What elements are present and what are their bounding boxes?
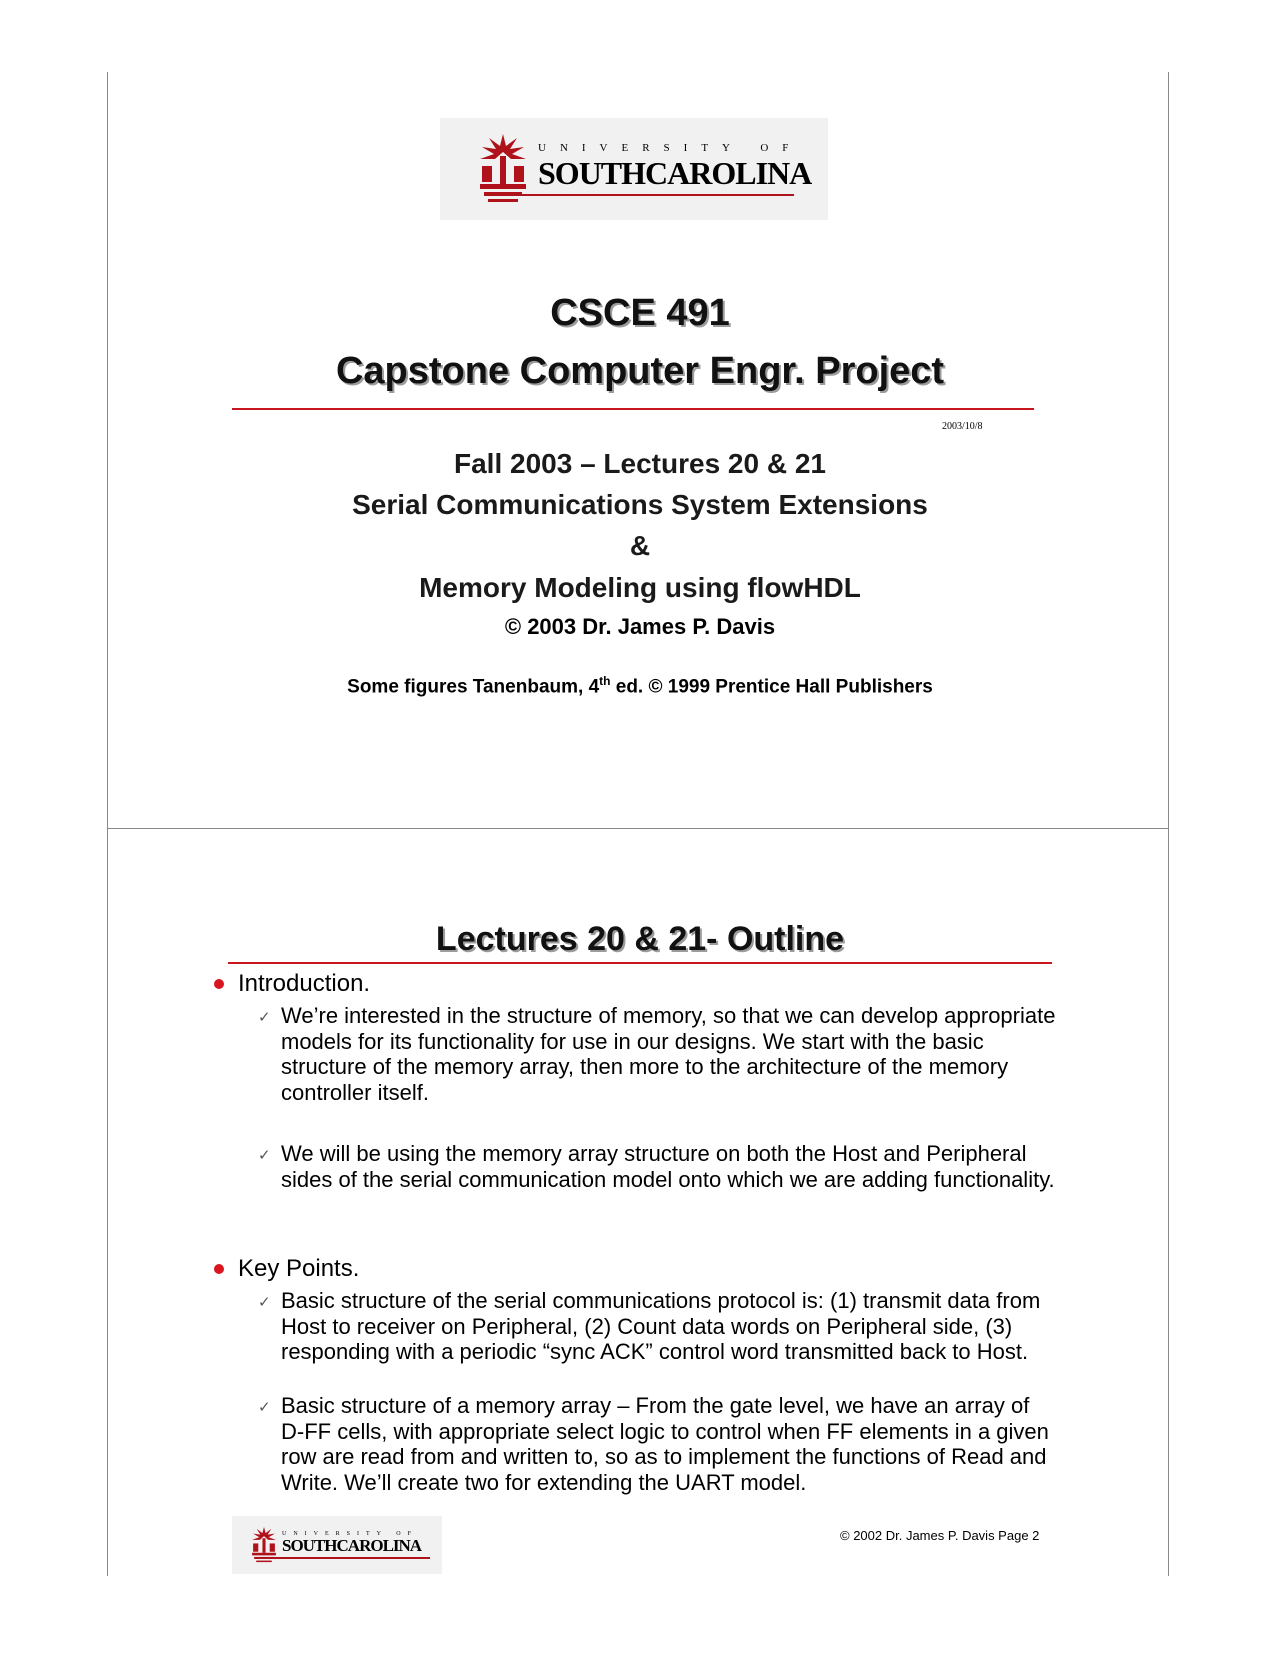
- page-left-border: [107, 72, 108, 1576]
- list-item: [258, 1393, 1058, 1495]
- bullet-label: Introduction.: [238, 970, 371, 997]
- lecture-topic-memory: Memory Modeling using flowHDL: [419, 572, 861, 603]
- course-subtitle: Capstone Computer Engr. Project: [335, 350, 945, 392]
- checkmark-icon: ✓: [258, 1147, 271, 1164]
- figures-credit-sup: th: [599, 674, 611, 688]
- footer-copyright-page: © 2002 Dr. James P. Davis Page 2: [840, 1528, 1040, 1543]
- list-item: [258, 1141, 1058, 1192]
- slide-date: 2003/10/8: [942, 421, 983, 432]
- checkmark-icon: ✓: [258, 1009, 271, 1026]
- list-item-text: We will be using the memory array structure on both the Host and Peripheral sides of the serial communication model onto which we are adding functionality.: [281, 1141, 1055, 1192]
- figures-credit: [140, 674, 1140, 698]
- logo-university-of: UNIVERSITY OF: [282, 1531, 418, 1537]
- bullet-dot-icon: [214, 979, 224, 989]
- bullet-introduction: [214, 970, 370, 998]
- palmetto-seal-icon: [250, 1524, 278, 1566]
- bullet-dot-icon: [214, 1264, 224, 1274]
- lecture-topic-serial: Serial Communications System Extensions: [352, 489, 928, 520]
- logo-south-carolina: SOUTHCAROLINA: [538, 155, 812, 191]
- outline-title: Lectures 20 & 21- Outline: [435, 920, 845, 958]
- list-item-text: Basic structure of a memory array – From the gate level, we have an array of D-FF cells, with appropriate select logic to control when FF elements in a given row are read from and written to, so as to implement the functions of Read and Write. We’ll create two for extending the UART model.: [281, 1393, 1049, 1495]
- figures-credit-post: ed. © 1999 Prentice Hall Publishers: [610, 676, 933, 698]
- usc-logo-footer: [232, 1516, 442, 1574]
- page-right-border: [1168, 72, 1169, 1576]
- list-item-text: Basic structure of the serial communications protocol is: (1) transmit data from Host to receiver on Peripheral, (2) Count data words on Peripheral side, (3) responding with a periodic “sync ACK” control word transmitted back to Host.: [281, 1288, 1041, 1364]
- figures-credit-pre: Some figures Tanenbaum, 4: [347, 676, 600, 698]
- outline-rule: [228, 962, 1052, 964]
- checkmark-icon: ✓: [258, 1399, 271, 1416]
- logo-university-of: UNIVERSITY OF: [538, 142, 803, 154]
- palmetto-seal-icon: [476, 130, 530, 208]
- list-item-text: We’re interested in the structure of memory, so that we can develop appropriate models for its functionality for use in our designs. We start with the basic structure of the memory array, then more to the architecture of the memory controller itself.: [281, 1003, 1056, 1105]
- bullet-key-points: [214, 1255, 359, 1283]
- checkmark-icon: ✓: [258, 1294, 271, 1311]
- usc-logo: [440, 118, 828, 220]
- list-item: [258, 1288, 1058, 1365]
- logo-rule: [260, 1557, 430, 1559]
- bullet-label: Key Points.: [238, 1255, 360, 1282]
- logo-south-carolina: SOUTHCAROLINA: [282, 1536, 422, 1555]
- slide1-copyright: © 2003 Dr. James P. Davis: [504, 614, 776, 639]
- lecture-heading: Fall 2003 – Lectures 20 & 21: [454, 448, 826, 479]
- lecture-topic-amp: &: [629, 530, 651, 561]
- list-item: [258, 1003, 1058, 1105]
- title-rule: [232, 408, 1034, 410]
- course-title: CSCE 491: [550, 292, 730, 334]
- logo-rule: [494, 194, 794, 196]
- slide-divider: [107, 828, 1169, 829]
